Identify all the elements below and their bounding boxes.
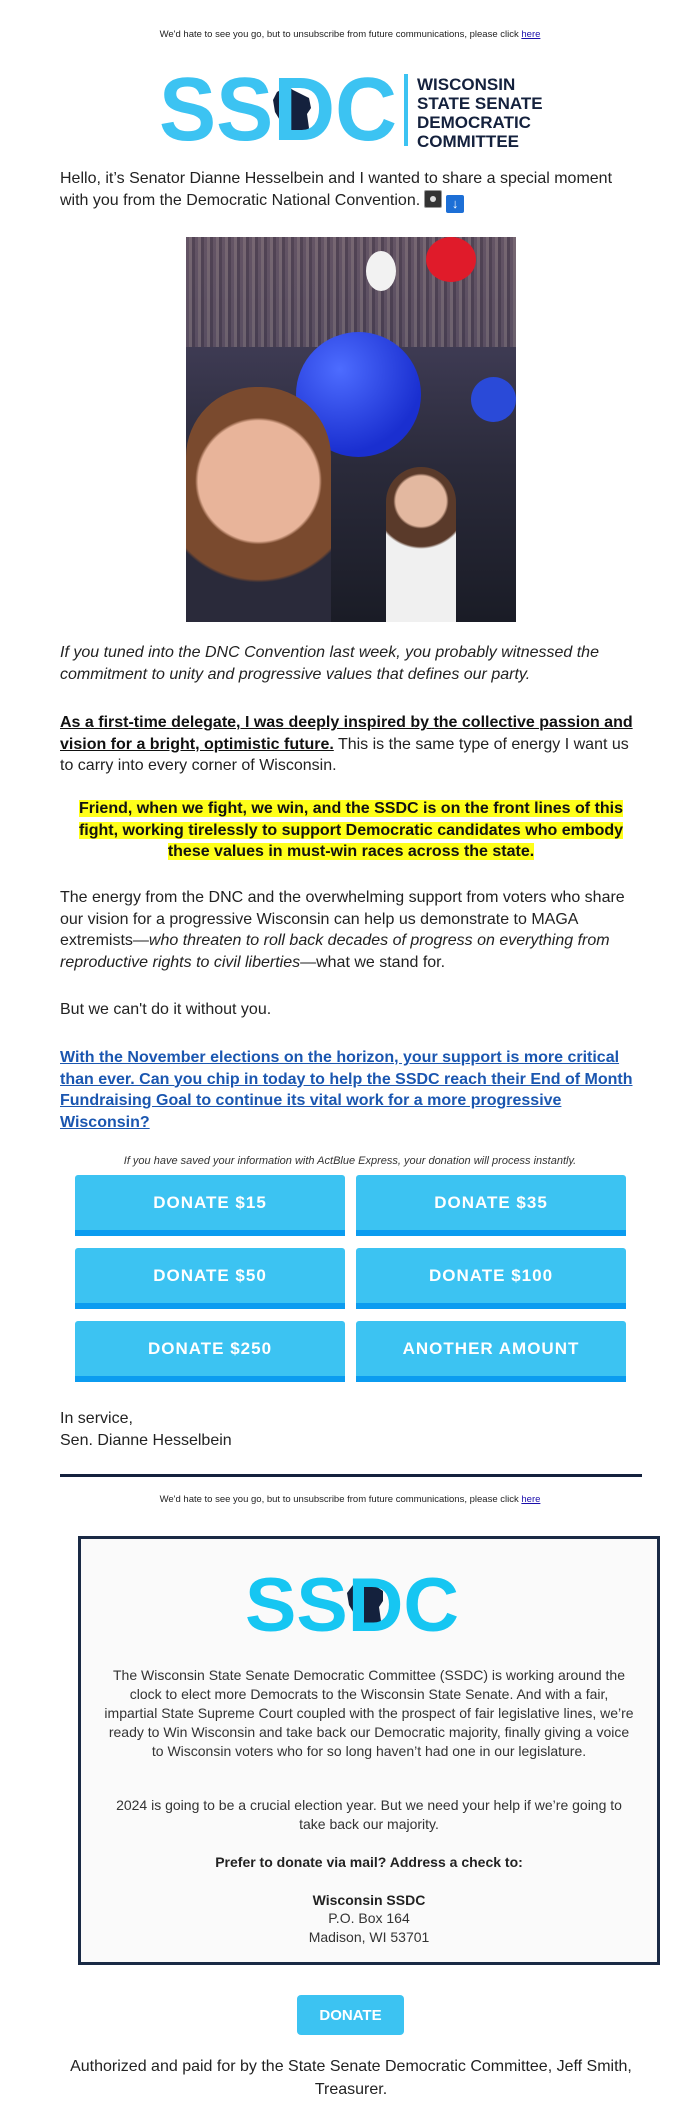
logo-divider — [404, 74, 408, 146]
energy-text-end: —what we stand for. — [300, 953, 446, 971]
unsubscribe-link[interactable]: here — [521, 29, 541, 40]
ssdc-logo — [159, 72, 589, 148]
intro-text: Hello, it’s Senator Dianne Hesselbein and I wanted to share a special moment with you from the Democratic National Convention. — [60, 170, 613, 209]
logo-letters: SSDC — [159, 72, 397, 148]
delegate-text: This is the same type of energy I want us to carry into every corner of Wisconsin. — [60, 735, 629, 774]
mail-heading: Prefer to donate via mail? Address a check to: — [215, 1854, 523, 1870]
signoff-name: Sen. Dianne Hesselbein — [60, 1431, 232, 1449]
signoff — [60, 1408, 642, 1451]
logo-letters: SSDC — [245, 1573, 459, 1635]
logo-line: STATE SENATE — [417, 94, 543, 113]
donate-100-button[interactable]: DONATE $100 — [356, 1248, 626, 1309]
highlight-paragraph — [75, 798, 627, 863]
energy-italic-text: who threaten to roll back decades of progress on everything from reproductive rights to civil liberties — [60, 932, 610, 971]
energy-text: The energy from the DNC and the overwhelming support from voters who share our vision for a progressive Wisconsin can help us demonstrate to MAGA extremists— — [60, 889, 625, 949]
address-name: Wisconsin SSDC — [312, 1892, 426, 1908]
without-you-paragraph: But we can't do it without you. — [60, 1001, 272, 1018]
cta-paragraph — [60, 1047, 642, 1133]
intro-paragraph — [60, 168, 642, 213]
election-year-paragraph: 2024 is going to be a crucial election year. But we need your help if we’re going to take back our majority. — [116, 1797, 622, 1832]
ssdc-logo-graphic — [159, 72, 589, 148]
divider — [60, 1474, 642, 1477]
logo-line: COMMITTEE — [417, 132, 519, 148]
address-line: P.O. Box 164 — [328, 1910, 410, 1926]
unsubscribe-notice-bottom — [0, 1494, 700, 1505]
about-paragraph: The Wisconsin State Senate Democratic Committee (SSDC) is working around the clock to elect more Democrats to the Wisconsin State Senate. And with a fair, impartial State Supreme Court coupled with the prospect of fair legislative lines, we’re ready to Win Wisconsin and take back our Democratic majority, finally giving a voice to Wisconsin voters who for so long haven’t had one in our legislature. — [104, 1667, 634, 1759]
donate-50-button[interactable]: DONATE $50 — [75, 1248, 345, 1309]
unsubscribe-link[interactable]: here — [521, 1494, 541, 1505]
donate-15-button[interactable]: DONATE $15 — [75, 1175, 345, 1236]
signoff-line: In service, — [60, 1410, 133, 1427]
cta-donate-link[interactable]: With the November elections on the horizon, your support is more critical than ever. Can you chip in today to help the SSDC reach their End of Month Fundraising Goal to continue its vital work for a more progressive Wisconsin? — [60, 1049, 633, 1131]
donate-250-button[interactable]: DONATE $250 — [75, 1321, 345, 1382]
unsubscribe-text: We'd hate to see you go, but to unsubscribe from future communications, please click — [159, 29, 522, 40]
logo-line: WISCONSIN — [417, 75, 516, 94]
about-ssdc-box — [78, 1536, 660, 1965]
energy-paragraph — [60, 887, 642, 973]
italic-paragraph: If you tuned into the DNC Convention last week, you probably witnessed the commitment to unity and progressive values that defines our party. — [60, 644, 599, 683]
convention-selfie-photo — [186, 237, 516, 622]
footer-donate-button[interactable]: DONATE — [297, 1995, 404, 2035]
donate-35-button[interactable]: DONATE $35 — [356, 1175, 626, 1236]
logo-line: DEMOCRATIC — [417, 113, 531, 132]
highlight-text: Friend, when we fight, we win, and the SSDC is on the front lines of this fight, working tirelessly to support Democratic candidates who embody these values in must-win races across the state. — [78, 800, 624, 860]
down-arrow-icon: ↓ — [446, 195, 464, 213]
ssdc-logo-small — [245, 1573, 461, 1635]
address-line: Madison, WI 53701 — [308, 1929, 430, 1945]
camera-icon — [424, 190, 442, 208]
unsubscribe-notice — [0, 29, 700, 40]
delegate-paragraph — [60, 712, 642, 777]
actblue-note: If you have saved your information with ActBlue Express, your donation will process instantly. — [123, 1155, 577, 1167]
unsubscribe-text: We'd hate to see you go, but to unsubscribe from future communications, please click — [159, 1494, 522, 1505]
delegate-bold-text: As a first-time delegate, I was deeply inspired by the collective passion and vision for a bright, optimistic future. — [60, 714, 633, 753]
disclaimer: Authorized and paid for by the State Senate Democratic Committee, Jeff Smith, Treasurer. — [70, 2058, 632, 2098]
donate-another-amount-button[interactable]: ANOTHER AMOUNT — [356, 1321, 626, 1382]
